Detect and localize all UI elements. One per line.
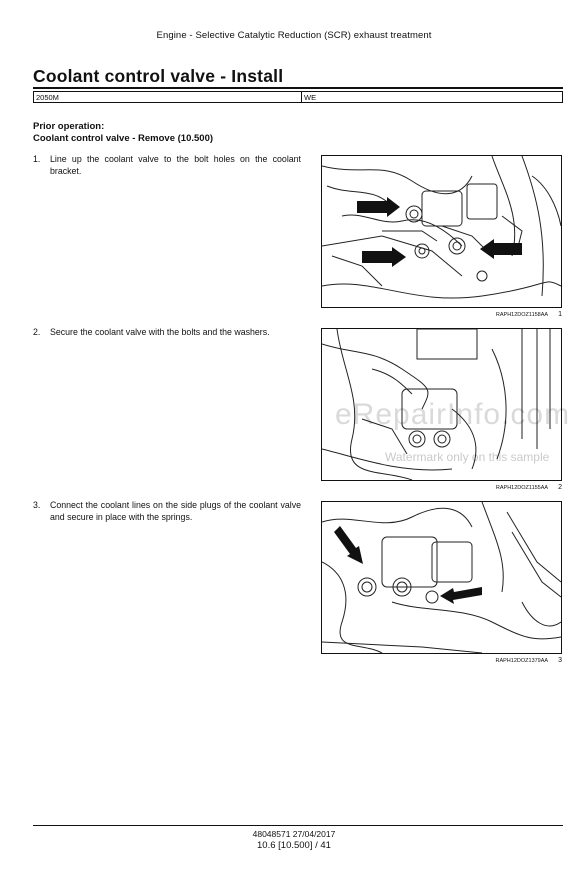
step-text: Line up the coolant valve to the bolt holes on the coolant bracket. [50,154,301,176]
watermark-note: Watermark only on this sample [385,450,550,464]
figure-3-caption [321,657,562,664]
figure-code: RAPH12DOZ1379AA [495,658,549,664]
step-text: Connect the coolant lines on the side plugs of the coolant valve and secure in place with the springs. [50,500,301,522]
step-2 [33,326,301,338]
footer-rule [33,825,563,826]
figure-1-caption [321,311,562,318]
figure-3-drawing [322,502,561,653]
step-number: 1. [33,154,41,164]
page-title: Coolant control valve - Install [33,66,284,86]
prior-operation-label: Prior operation: [33,121,105,132]
figure-1-drawing [322,156,561,307]
applicability-row [33,91,563,103]
model-cell: 2050M [34,92,302,102]
figure-code: RAPH12DOZ1155AA [495,485,549,491]
figure-1 [321,155,562,308]
prior-operation [33,121,213,145]
figure-2-caption [321,484,562,491]
step-number: 2. [33,327,41,337]
title-rule [33,87,563,89]
figure-number: 2 [558,484,562,491]
figure-number: 3 [558,657,562,664]
step-text: Secure the coolant valve with the bolts and the washers. [50,327,270,337]
figure-number: 1 [558,311,562,318]
page-header: Engine - Selective Catalytic Reduction (SCR) exhaust treatment [156,30,432,41]
step-3 [33,499,301,523]
prior-operation-link[interactable]: Coolant control valve - Remove (10.500) [33,133,214,144]
figure-code: RAPH12DOZ1158AA [495,312,549,318]
watermark-logo: eRepairInfo.com [335,398,571,431]
step-1 [33,153,301,177]
step-number: 3. [33,500,41,510]
figure-3 [321,501,562,654]
region-cell: WE [304,93,317,102]
footer-page: 10.6 [10.500] / 41 [257,840,331,851]
footer-doc: 48048571 27/04/2017 [252,829,336,839]
